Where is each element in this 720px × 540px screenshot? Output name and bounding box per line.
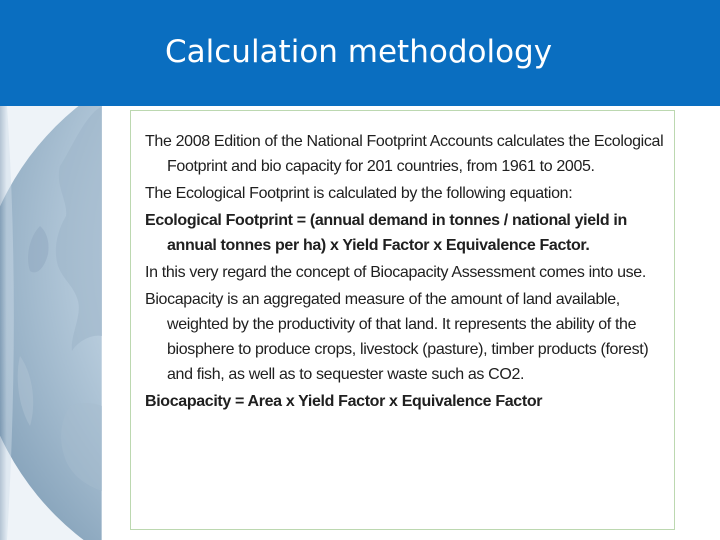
- paragraph-edition: The 2008 Edition of the National Footprint Accounts calculates the Ecological Footprint and bio capacity for 201 countries, from 1961 to 2005.: [145, 133, 664, 175]
- paragraph-biocapacity-definition: Biocapacity is an aggregated measure of the amount of land available, weighted by the productivity of that land. It represents the ability of the biosphere to produce crops, livestock (pasture), timber products (forest) and fish, as well as to sequester waste such as CO2.: [145, 291, 649, 383]
- slide-title: Calculation methodology: [165, 34, 553, 70]
- paragraph-equation-intro: The Ecological Footprint is calculated by the following equation:: [145, 185, 573, 202]
- globe-icon: [0, 106, 102, 540]
- bullet-list: [145, 129, 672, 416]
- paragraph-biocapacity-intro: In this very regard the concept of Biocapacity Assessment comes into use.: [145, 264, 646, 281]
- paragraph-biocapacity-formula: Biocapacity = Area x Yield Factor x Equivalence Factor: [145, 393, 543, 410]
- paragraph-footprint-formula: Ecological Footprint = (annual demand in tonnes / national yield in annual tonnes per ha) x Yield Factor x Equivalence Factor.: [145, 212, 627, 254]
- content-box: [130, 110, 675, 530]
- title-bar: [0, 0, 720, 106]
